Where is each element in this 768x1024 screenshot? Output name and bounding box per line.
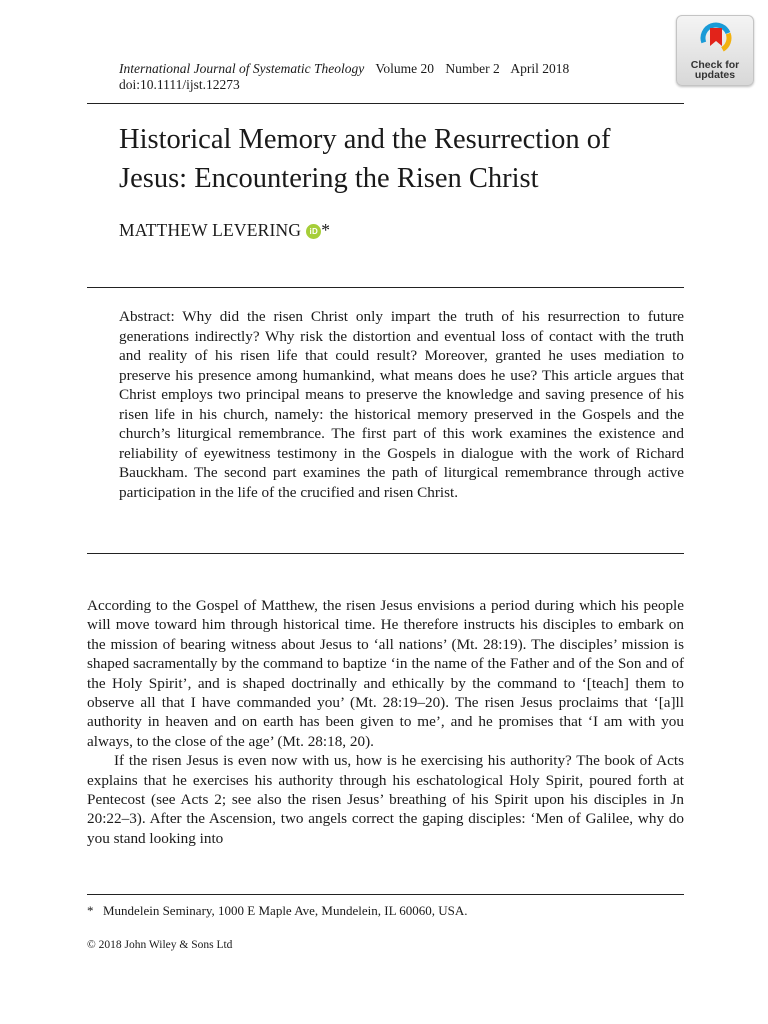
body-paragraph-1: According to the Gospel of Matthew, the risen Jesus envisions a period during which his people will move toward him through historical time. He therefore instructs his disciples to embark on the mission of bearing witness about Jesus to ‘all nations’ (Mt. 28:19). The disciples’ mission is shaped sacramentally by the command to baptize ‘in the name of the Father and of the Son and of the Holy Spirit’, and is shaped doctrinally and ethically by the command to ‘[teach] them to observe all that I have commanded you’ (Mt. 28:19–20). The risen Jesus proclaims that ‘[a]ll authority in heaven and on earth has been given to me’, and he promises that ‘I am with you always, to the close of the age’ (Mt. 28:18, 20). (87, 597, 684, 750)
orcid-icon[interactable]: iD (306, 224, 321, 239)
author-line (119, 220, 330, 241)
check-for-updates-icon (700, 22, 732, 56)
footnote (87, 903, 468, 919)
doi-link[interactable]: doi:10.1111/ijst.12273 (119, 77, 240, 92)
badge-line-2: updates (694, 69, 736, 81)
article-body (87, 596, 684, 848)
copyright: © 2018 John Wiley & Sons Ltd (87, 939, 233, 951)
abstract: Abstract: Why did the risen Christ only impart the truth of his resurrection to future generations indirectly? Why risk the distortion and eventual loss of contact with the truth and reality of his risen life that could result? Moreover, granted he uses mediation to preserve his presence among humankind, what means does he use? This article argues that Christ employs two principal means to preserve the knowledge and saving presence of his risen life in his church, namely: the historical memory preserved in the Gospels and the church’s liturgical remembrance. The first part of this work examines the existence and reliability of eyewitness testimony in the Gospels in dialogue with the work of Richard Bauckham. The second part examines the path of liturgical remembrance through active participation in the life of the crucified and risen Christ. (119, 308, 684, 501)
abstract-bottom-divider (87, 553, 684, 554)
footnote-mark: * (87, 903, 94, 918)
author-footnote-mark: * (321, 220, 331, 240)
header-divider (87, 103, 684, 104)
footnote-divider (87, 894, 684, 895)
body-paragraph-2: If the risen Jesus is even now with us, how is he exercising his authority? The book of Acts explains that he exercises his authority through his eschatological Holy Spirit, poured forth at Pentecost (see Acts 2; see also the risen Jesus’ breathing of his Spirit upon his disciples in Jn 20:22–3). After the Ascension, two angels correct the gaping disciples: ‘Men of Galilee, why do you stand looking into (87, 752, 684, 847)
article-title: Historical Memory and the Resurrection of Jesus: Encountering the Risen Christ (119, 124, 611, 194)
journal-volume: Volume 20 (375, 61, 434, 76)
footnote-text: Mundelein Seminary, 1000 E Maple Ave, Mundelein, IL 60060, USA. (103, 903, 468, 918)
author-name: MATTHEW LEVERING (119, 220, 302, 240)
abstract-top-divider (87, 287, 684, 288)
journal-date: April 2018 (510, 61, 570, 76)
badge-line-1: Check for (690, 59, 740, 71)
journal-number: Number 2 (445, 61, 500, 76)
journal-name: International Journal of Systematic Theology (119, 61, 365, 76)
journal-header (119, 61, 639, 93)
check-for-updates-button[interactable] (676, 15, 754, 86)
